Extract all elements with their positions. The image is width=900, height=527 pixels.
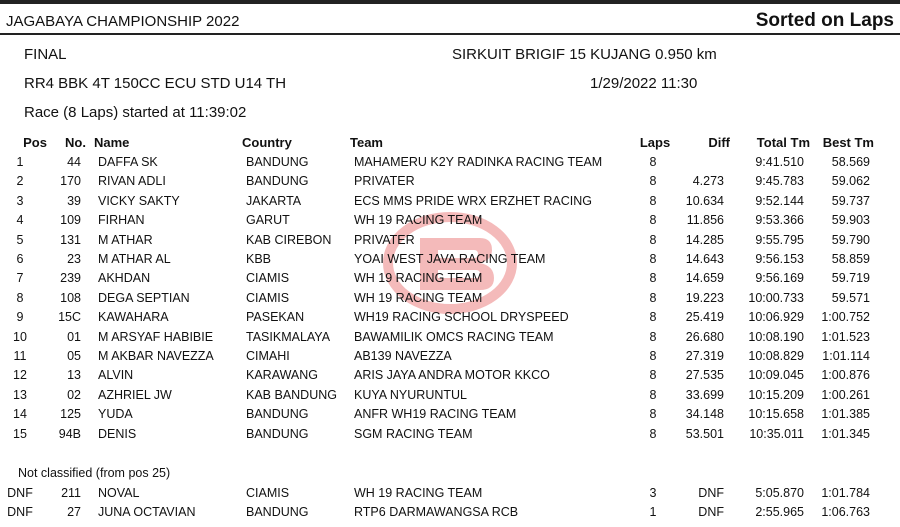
cell-name: RIVAN ADLI [98, 174, 166, 189]
cell-diff: 4.273 [692, 174, 724, 189]
cell-team: RTP6 DARMAWANGSA RCB [354, 505, 519, 520]
cell-no: 23 [67, 252, 81, 266]
cell-team: YOAI WEST JAVA RACING TEAM [354, 252, 546, 266]
circuit-label: SIRKUIT BRIGIF 15 KUJANG 0.950 km [452, 46, 717, 63]
cell-team: WH 19 RACING TEAM [354, 271, 483, 286]
cell-team: KUYA NYURUNTUL [354, 387, 467, 402]
col-country: Country [242, 135, 292, 150]
cell-best: 1:01.345 [821, 426, 870, 441]
cell-diff: 33.699 [685, 387, 724, 402]
cell-total: 9:52.144 [755, 193, 804, 208]
cell-pos: 3 [16, 193, 24, 208]
cell-name: NOVAL [98, 486, 140, 500]
cell-name: DEGA SEPTIAN [98, 290, 190, 305]
cell-diff: 10.634 [685, 193, 724, 208]
cell-country: BANDUNG [246, 426, 309, 441]
cell-team: ARIS JAYA ANDRA MOTOR KKCO [354, 368, 550, 383]
col-name: Name [94, 135, 130, 150]
cell-laps: 8 [649, 252, 657, 266]
table-row [0, 366, 900, 385]
cell-diff: 25.419 [685, 310, 724, 325]
cell-no: 27 [67, 505, 81, 520]
cell-total: 9:53.366 [755, 213, 804, 228]
cell-total: 9:55.795 [755, 232, 804, 247]
cell-team: WH 19 RACING TEAM [354, 290, 483, 305]
table-row [0, 289, 900, 308]
cell-laps: 8 [649, 349, 657, 363]
col-pos: Pos [23, 135, 47, 150]
cell-diff: 14.659 [685, 271, 724, 286]
table-row [0, 192, 900, 211]
cell-total: 10:15.658 [748, 407, 804, 422]
cell-pos: 7 [16, 271, 24, 286]
cell-total: 10:35.011 [749, 426, 804, 441]
table-row [0, 484, 900, 503]
col-diff: Diff [708, 135, 730, 150]
cell-country: CIAMIS [246, 271, 290, 286]
cell-total: 5:05.870 [755, 486, 804, 500]
cell-country: BANDUNG [246, 407, 309, 422]
col-laps: Laps [639, 135, 671, 150]
cell-name: M ARSYAF HABIBIE [98, 329, 214, 344]
cell-name: AZHRIEL JW [98, 387, 172, 402]
cell-no: 170 [60, 174, 81, 189]
cell-country: PASEKAN [246, 310, 305, 325]
cell-name: DAFFA SK [98, 155, 158, 169]
cell-diff: 26.680 [685, 329, 724, 344]
cell-laps: 8 [649, 232, 657, 247]
table-row [0, 211, 900, 230]
cell-diff: 14.643 [685, 252, 724, 266]
cell-laps: 8 [649, 290, 657, 305]
table-row [0, 250, 900, 269]
cell-diff: 27.535 [685, 368, 724, 383]
cell-pos: 5 [16, 232, 24, 247]
cell-best: 1:01.114 [822, 349, 870, 363]
cell-country: CIAMIS [246, 290, 290, 305]
cell-pos: 11 [13, 349, 27, 363]
cell-laps: 8 [649, 329, 657, 344]
table-row [0, 231, 900, 250]
cell-pos: DNF [7, 486, 33, 500]
cell-laps: 8 [649, 368, 657, 383]
cell-laps: 3 [649, 486, 657, 500]
cell-diff: 34.148 [685, 407, 724, 422]
cell-best: 59.719 [831, 271, 870, 286]
table-row [0, 425, 900, 444]
table-row [0, 386, 900, 405]
cell-team: PRIVATER [354, 232, 415, 247]
class-label: RR4 BBK 4T 150CC ECU STD U14 TH [24, 75, 287, 92]
cell-no: 39 [67, 193, 81, 208]
cell-no: 108 [60, 290, 81, 305]
cell-total: 9:56.169 [755, 271, 804, 286]
cell-no: 109 [60, 213, 81, 228]
cell-diff: DNF [698, 486, 724, 500]
cell-name: AKHDAN [98, 271, 151, 286]
cell-name: JUNA OCTAVIAN [98, 505, 196, 520]
cell-total: 10:08.829 [748, 349, 804, 363]
cell-laps: 8 [649, 387, 657, 402]
col-best: Best Tm [822, 135, 874, 150]
cell-pos: 2 [16, 174, 24, 189]
cell-team: WH19 RACING SCHOOL DRYSPEED [354, 310, 569, 325]
cell-best: 58.859 [831, 252, 870, 266]
cell-total: 9:41.510 [755, 155, 804, 169]
cell-diff: 19.223 [685, 290, 724, 305]
cell-laps: 8 [649, 407, 657, 422]
cell-country: KBB [246, 252, 272, 266]
cell-no: 44 [67, 155, 81, 169]
cell-total: 10:15.209 [748, 387, 804, 402]
table-row [0, 269, 900, 288]
cell-country: CIAMIS [246, 486, 290, 500]
cell-total: 9:45.783 [755, 174, 804, 189]
cell-team: MAHAMERU K2Y RADINKA RACING TEAM [354, 155, 603, 169]
cell-best: 1:01.523 [821, 329, 870, 344]
table-row [0, 503, 900, 522]
cell-no: 05 [67, 349, 81, 363]
cell-country: TASIKMALAYA [246, 329, 331, 344]
cell-best: 1:01.385 [821, 407, 870, 422]
cell-country: KARAWANG [246, 368, 318, 383]
cell-no: 01 [67, 329, 81, 344]
cell-best: 59.062 [831, 174, 870, 189]
cell-diff: 53.501 [685, 426, 724, 441]
cell-best: 1:00.261 [821, 387, 870, 402]
cell-laps: 8 [649, 271, 657, 286]
cell-total: 9:56.153 [755, 252, 804, 266]
cell-pos: 12 [13, 368, 27, 383]
cell-country: GARUT [246, 213, 290, 228]
cell-country: KAB CIREBON [246, 232, 332, 247]
cell-team: AB139 NAVEZZA [354, 349, 452, 363]
cell-best: 1:00.876 [821, 368, 870, 383]
cell-total: 2:55.965 [755, 505, 804, 520]
cell-laps: 8 [649, 155, 657, 169]
cell-laps: 8 [649, 310, 657, 325]
cell-pos: 14 [13, 407, 27, 422]
cell-laps: 8 [649, 193, 657, 208]
cell-country: BANDUNG [246, 505, 309, 520]
cell-best: 59.571 [831, 290, 870, 305]
cell-name: DENIS [98, 426, 137, 441]
cell-team: ECS MMS PRIDE WRX ERZHET RACING [354, 193, 592, 208]
cell-total: 10:08.190 [748, 329, 804, 344]
col-total: Total Tm [756, 135, 810, 150]
table-row [0, 405, 900, 424]
cell-best: 1:01.784 [821, 486, 870, 500]
cell-best: 58.569 [831, 155, 870, 169]
cell-diff: 14.285 [685, 232, 724, 247]
cell-best: 59.790 [831, 232, 870, 247]
header-rule [0, 33, 900, 35]
cell-team: SGM RACING TEAM [354, 426, 473, 441]
cell-best: 1:06.763 [821, 505, 870, 520]
cell-country: BANDUNG [246, 174, 309, 189]
cell-no: 94B [58, 426, 81, 441]
cell-diff: DNF [698, 505, 724, 520]
cell-pos: 9 [16, 310, 24, 325]
cell-team: WH 19 RACING TEAM [354, 213, 483, 228]
cell-pos: 6 [16, 252, 24, 266]
cell-name: M AKBAR NAVEZZA [98, 349, 214, 363]
cell-team: ANFR WH19 RACING TEAM [354, 407, 517, 422]
championship-title: JAGABAYA CHAMPIONSHIP 2022 [6, 13, 240, 30]
cell-name: ALVIN [98, 368, 134, 383]
cell-total: 10:09.045 [748, 368, 804, 383]
table-row [0, 347, 900, 366]
datetime-label: 1/29/2022 11:30 [590, 75, 698, 92]
sorted-label: Sorted on Laps [755, 10, 894, 31]
cell-no: 13 [67, 368, 81, 383]
cell-pos: 10 [13, 329, 27, 344]
not-classified-label: Not classified (from pos 25) [18, 466, 171, 480]
cell-country: CIMAHI [246, 349, 290, 363]
cell-name: YUDA [98, 407, 133, 422]
cell-pos: DNF [7, 505, 33, 520]
top-rule [0, 0, 900, 4]
cell-laps: 8 [649, 174, 657, 189]
table-row [0, 153, 900, 172]
cell-laps: 8 [649, 426, 657, 441]
cell-name: M ATHAR [98, 232, 153, 247]
cell-country: JAKARTA [246, 193, 302, 208]
col-team: Team [350, 135, 383, 150]
table-row [0, 328, 900, 347]
cell-total: 10:00.733 [748, 290, 804, 305]
race-info: Race (8 Laps) started at 11:39:02 [24, 104, 247, 121]
cell-diff: 11.856 [686, 213, 724, 228]
cell-name: VICKY SAKTY [98, 193, 180, 208]
cell-country: BANDUNG [246, 155, 309, 169]
cell-name: FIRHAN [98, 213, 145, 228]
cell-pos: 1 [16, 155, 24, 169]
cell-no: 02 [67, 387, 81, 402]
cell-diff: 27.319 [685, 349, 724, 363]
cell-pos: 15 [13, 426, 27, 441]
cell-no: 239 [60, 271, 81, 286]
cell-no: 15C [58, 310, 81, 325]
cell-laps: 8 [649, 213, 657, 228]
cell-pos: 4 [16, 213, 24, 228]
cell-no: 131 [60, 232, 81, 247]
cell-best: 1:00.752 [821, 310, 870, 325]
cell-country: KAB BANDUNG [246, 387, 337, 402]
cell-pos: 13 [13, 387, 27, 402]
table-row [0, 172, 900, 191]
cell-team: PRIVATER [354, 174, 415, 189]
cell-no: 211 [61, 486, 81, 500]
cell-total: 10:06.929 [748, 310, 804, 325]
cell-name: KAWAHARA [98, 310, 169, 325]
cell-team: WH 19 RACING TEAM [354, 486, 483, 500]
cell-pos: 8 [16, 290, 24, 305]
cell-best: 59.737 [831, 193, 870, 208]
cell-name: M ATHAR AL [98, 252, 171, 266]
cell-no: 125 [60, 407, 81, 422]
table-row [0, 308, 900, 327]
cell-laps: 1 [649, 505, 657, 520]
col-no: No. [65, 135, 86, 150]
cell-best: 59.903 [831, 213, 870, 228]
cell-team: BAWAMILIK OMCS RACING TEAM [354, 329, 554, 344]
session-label: FINAL [24, 46, 67, 63]
